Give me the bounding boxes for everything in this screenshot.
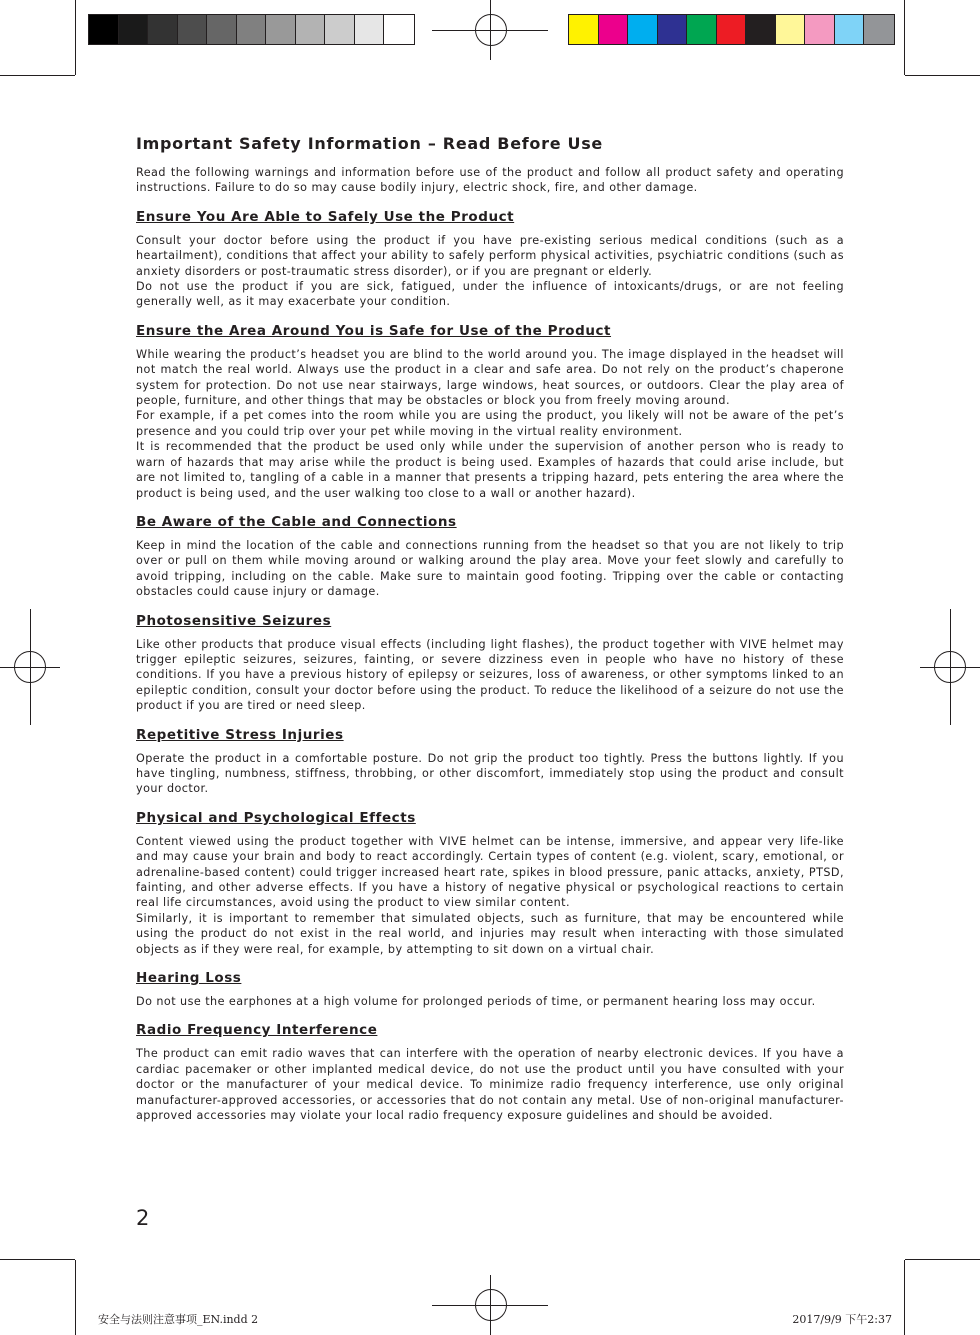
color-swatch bbox=[717, 15, 747, 44]
section bbox=[136, 207, 844, 310]
color-swatch bbox=[355, 15, 385, 44]
section-paragraph: Do not use the earphones at a high volume for prolonged periods of time, or permanent hearing loss may occur. bbox=[136, 995, 816, 1009]
section-paragraph: The product can emit radio waves that can interfere with the operation of nearby electronic devices. If you have a cardiac pacemaker or other implanted medical device, do not use the product until you have consulted with your doctor or the manufacturer of your medical device. To minimize radio frequency interference, use only original manufacturer-approved accessories, or accessories that do not contain any metal. Use of non-original manufacturer-approved accessories may violate your local radio frequency exposure guidelines and should be avoided. bbox=[136, 1047, 844, 1123]
slug-timestamp: 2017/9/9 下午2:37 bbox=[792, 1313, 892, 1326]
intro-paragraph: Read the following warnings and information before use of the product and follow all product safety and operating instructions. Failure to do so may cause bodily injury, electric shock, fire, and other damage. bbox=[136, 166, 844, 195]
section-heading: Be Aware of the Cable and Connections bbox=[136, 513, 457, 530]
color-swatch bbox=[148, 15, 178, 44]
section bbox=[136, 611, 844, 714]
color-swatch bbox=[864, 15, 894, 44]
section bbox=[136, 725, 844, 797]
section-paragraph: Like other products that produce visual effects (including light flashes), the product together with VIVE helmet may trigger epileptic seizures, seizures, fainting, or severe dizziness even in people who have no history of these conditions. If you have a previous history of epilepsy or seizures, loss of awareness, or other symptoms linked to an epileptic condition, consult your doctor before using the product. To reduce the likelihood of a seizure do not use the product if you are tired or need sleep. bbox=[136, 637, 844, 713]
section-heading: Hearing Loss bbox=[136, 970, 242, 987]
section-heading: Ensure the Area Around You is Safe for Use of the Product bbox=[136, 322, 612, 339]
section-paragraph: Consult your doctor before using the product if you have pre-existing serious medical conditions (such as a heartailment), conditions that affect your ability to safely perform physical activities, psychiatric conditions (such as anxiety disorders or post-traumatic stress disorder), or if you are pregnant or elderly. bbox=[136, 233, 844, 278]
section-paragraph: It is recommended that the product be used only while under the supervision of another person who is ready to warn of hazards that may arise while the product is being used. Examples of hazards that could arise include, but are not limited to, tangling of a cable in a manner that presents a tripping hazard, pets entering the area where the product is being used, and the user walking too close to a wall or another hazard). bbox=[136, 440, 844, 500]
process-color-bar bbox=[568, 14, 895, 45]
section-paragraph: Operate the product in a comfortable posture. Do not grip the product too tightly. Press the buttons lightly. If you have tingling, numbness, stiffness, throbbing, or other discomfort, immediately stop using the product and consult your doctor. bbox=[136, 751, 844, 796]
slug-filename: 安全与法则注意事项_EN.indd 2 bbox=[98, 1313, 259, 1326]
color-swatch bbox=[805, 15, 835, 44]
page-title: Important Safety Information – Read Before Use bbox=[136, 134, 603, 153]
section-paragraph: Do not use the product if you are sick, fatigued, under the influence of intoxicants/drugs, or are not feeling generally well, as it may exacerbate your condition. bbox=[136, 280, 844, 309]
section-heading: Ensure You Are Able to Safely Use the Product bbox=[136, 208, 515, 225]
color-swatch bbox=[687, 15, 717, 44]
color-swatch bbox=[628, 15, 658, 44]
section-heading: Repetitive Stress Injuries bbox=[136, 726, 344, 743]
section-heading: Radio Frequency Interference bbox=[136, 1022, 378, 1039]
sections bbox=[136, 207, 844, 1124]
color-swatch bbox=[178, 15, 208, 44]
section-heading: Photosensitive Seizures bbox=[136, 612, 332, 629]
section bbox=[136, 321, 844, 501]
section bbox=[136, 808, 844, 957]
section bbox=[136, 1020, 844, 1123]
section bbox=[136, 512, 844, 600]
section bbox=[136, 968, 844, 1009]
color-swatch bbox=[89, 15, 119, 44]
color-swatch bbox=[658, 15, 688, 44]
color-swatch bbox=[325, 15, 355, 44]
color-swatch bbox=[384, 15, 414, 44]
section-heading: Physical and Psychological Effects bbox=[136, 809, 416, 826]
color-swatch bbox=[237, 15, 267, 44]
color-swatch bbox=[776, 15, 806, 44]
color-swatch bbox=[296, 15, 326, 44]
color-swatch bbox=[207, 15, 237, 44]
page-number: 2 bbox=[136, 1206, 150, 1230]
color-swatch bbox=[835, 15, 865, 44]
color-swatch bbox=[746, 15, 776, 44]
gray-color-bar bbox=[88, 14, 415, 45]
safety-document bbox=[136, 133, 844, 1123]
color-swatch bbox=[119, 15, 149, 44]
section-paragraph: Keep in mind the location of the cable and connections running from the headset so that you are not likely to trip over or pull on them while moving around or walking around the play area. Move your feet slowly and carefully to avoid tripping, including on the cable. Make sure to maintain good footing. Tripping over the cable or contacting obstacles could cause injury or damage. bbox=[136, 538, 844, 599]
color-swatch bbox=[599, 15, 629, 44]
section-paragraph: While wearing the product’s headset you are blind to the world around you. The image displayed in the headset will not match the real world. Always use the product in a clear and safe area. Do not rely on the product’s chaperone system for protection. Do not use near stairways, large windows, heat sources, or outdoors. Clear the play area of people, furniture, and other things that may be obstacles or block you from freely moving around. bbox=[136, 347, 844, 408]
color-swatch bbox=[569, 15, 599, 44]
section-paragraph: For example, if a pet comes into the room while you are using the product, you likely will not be aware of the pet’s presence and you could trip over your pet while moving in the virtual reality environment. bbox=[136, 409, 844, 438]
section-paragraph: Content viewed using the product together with VIVE helmet can be intense, immersive, and appear very life-like and may cause your brain and body to react accordingly. Certain types of content (e.g. violent, scary, emotional, or adrenaline-based content) could trigger increased heart rate, spikes in blood pressure, panic attacks, anxiety, PTSD, fainting, and other adverse effects. If you have a history of negative physical or psychological reactions to certain real life circumstances, avoid using the product to view similar content. bbox=[136, 834, 844, 910]
color-swatch bbox=[266, 15, 296, 44]
section-paragraph: Similarly, it is important to remember that simulated objects, such as furniture, that may be encountered while using the product do not exist in the real world, and injuries may result when interacting with those simulated objects as if they were real, for example, by attempting to sit down on a virtual chair. bbox=[136, 911, 844, 956]
